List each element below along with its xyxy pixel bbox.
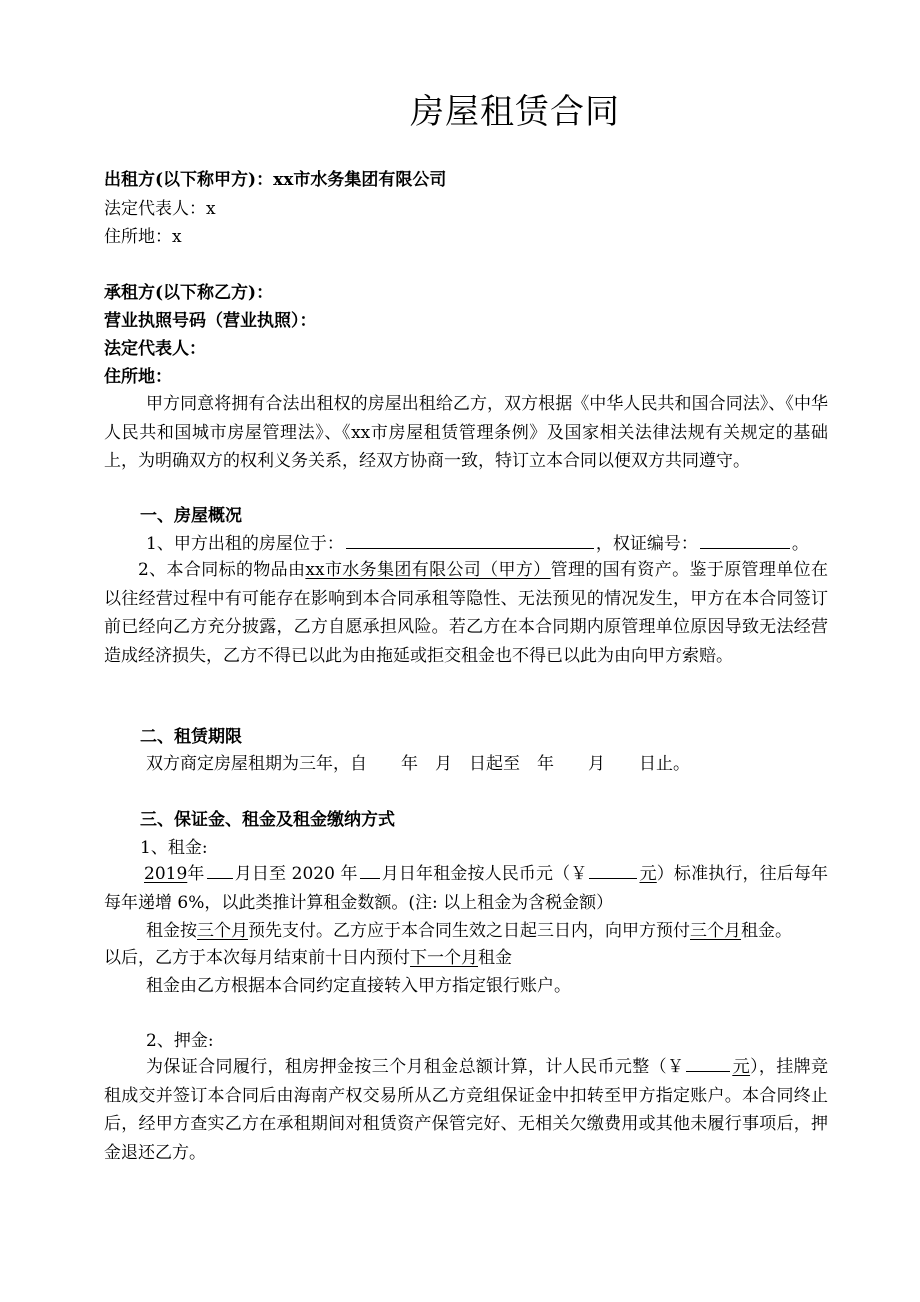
rent-text-2: 月日至 2020 年: [234, 864, 358, 884]
rent-start-year: 2019: [144, 864, 188, 884]
prepay-period-2: 三个月: [690, 921, 741, 941]
deposit-paragraph: [104, 1053, 828, 1167]
party-b-legal-rep: 法定代表人：: [104, 339, 206, 359]
rent-blank-1: [207, 860, 233, 879]
party-b-heading: 承租方(以下称乙方)：: [104, 283, 274, 303]
section-1-heading: 一、房屋概况: [140, 506, 242, 526]
section-3-heading: 三、保证金、租金及租金缴纳方式: [140, 810, 395, 830]
party-b-address: 住所地：: [104, 367, 172, 387]
item-2-body: 管理的国有资产。鉴于原管理单位在以往经营过程中有可能存在影响到本合同承租等隐性、无法预见的情况发生，甲方在本合同签订前已经向乙方充分披露，乙方自愿承担风险。若乙方在本合同期内原管理单位原因导致无法经营造成经济损失，乙方不得已以此为由拖延或拒交租金也不得已以此为由向甲方索赔。: [104, 560, 828, 666]
certificate-number-blank: [700, 530, 790, 549]
section-2-heading: 二、租赁期限: [140, 727, 242, 747]
rent-unit: 元: [639, 864, 657, 884]
deposit-label: 2、押金:: [146, 1031, 214, 1051]
deposit-text-2: ），挂牌竞租成交并签订本合同后由海南产权交易所从乙方竞组保证金中扣转至甲方指定账户。本合同终止后，经甲方查实乙方在承租期间对租赁资产保管完好、无相关欠缴费用或其他未履行事项后，押金退还乙方。: [104, 1057, 829, 1163]
next-period: 下一个月: [410, 948, 478, 968]
section-1-item-1: [146, 530, 809, 557]
section-1-item-2: [104, 556, 828, 670]
item-2-prefix: 2、本合同标的物品由: [138, 560, 306, 580]
deposit-amount-blank: [686, 1053, 730, 1072]
document-title: 房屋租赁合同: [410, 92, 620, 132]
transfer-line: 租金由乙方根据本合同约定直接转入甲方指定银行账户。: [146, 976, 571, 996]
yen-symbol: ￥: [570, 864, 588, 884]
next-text-1: 以后，乙方于本次每月结束前十日内预付: [104, 948, 410, 968]
item-2-owner: xx市水务集团有限公司（甲方）: [305, 560, 551, 580]
prepay-period-1: 三个月: [197, 921, 248, 941]
prepay-text-3: 租金。: [741, 921, 792, 941]
deposit-yen-symbol: ￥: [666, 1057, 685, 1077]
location-blank: [346, 530, 594, 549]
rent-blank-2: [360, 860, 380, 879]
next-text-2: 租金: [478, 948, 512, 968]
party-b-license: 营业执照号码（营业执照）：: [104, 311, 317, 331]
party-a-legal-rep: 法定代表人：x: [104, 199, 216, 219]
rent-amount-blank: [589, 860, 637, 879]
preamble-paragraph: 甲方同意将拥有合法出租权的房屋出租给乙方，双方根据《中华人民共和国合同法》、《中华人民共和国城市房屋管理法》、《xx市房屋租赁管理条例》及国家相关法律法规有关规定的基础上，为明确双方的权利义务关系，经双方协商一致，特订立本合同以便双方共同遵守。: [104, 394, 828, 471]
prepay-text-2: 预先支付。乙方应于本合同生效之日起三日内，向甲方预付: [248, 921, 690, 941]
rent-paragraph: [104, 860, 828, 917]
item-1-end: 。: [791, 534, 809, 554]
party-a-heading: 出租方(以下称甲方)：xx市水务集团有限公司: [104, 170, 447, 190]
party-a-address: 住所地：x: [104, 227, 182, 247]
prepay-text-1: 租金按: [146, 921, 197, 941]
next-payment-line: [104, 945, 512, 971]
prepay-line: [146, 918, 792, 944]
rent-text-4: ）标准执行，往后每年每年递增 6%，以此类推计算租金数额。(注: 以上租金为含税金额）: [104, 864, 829, 913]
item-1-prefix: 1、甲方出租的房屋位于：: [146, 534, 344, 554]
deposit-text-1: 为保证合同履行，租房押金按三个月租金总额计算，计人民币元整（: [146, 1057, 667, 1077]
section-2-text: 双方商定房屋租期为三年，自 年 月 日起至 年 月 日止。: [146, 754, 690, 774]
rent-text-1: 年: [187, 864, 205, 884]
rent-label: 1、租金:: [140, 838, 208, 858]
item-1-mid: ，权证编号：: [595, 534, 698, 554]
deposit-unit: 元: [732, 1057, 751, 1077]
rent-text-3: 月日年租金按人民币元（: [381, 864, 571, 884]
